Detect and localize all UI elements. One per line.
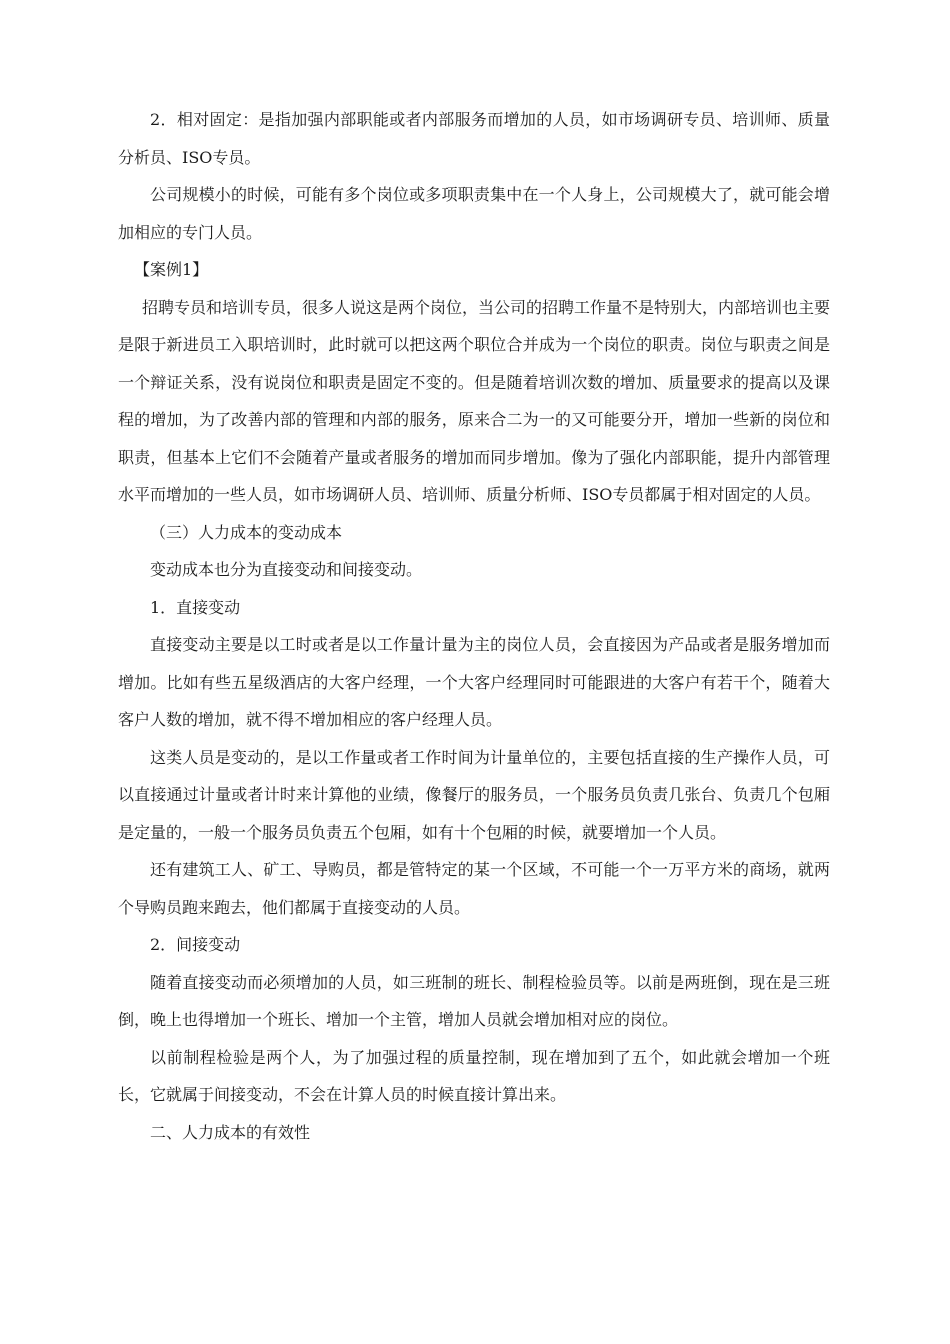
paragraph-relative-fixed: 2．相对固定：是指加强内部职能或者内部服务而增加的人员，如市场调研专员、培训师、质量分析员、ISO专员。: [118, 110, 830, 167]
paragraph-indirect-example: 以前制程检验是两个人，为了加强过程的质量控制，现在增加到了五个，如此就会增加一个班长，它就属于间接变动，不会在计算人员的时候直接计算出来。: [118, 1047, 830, 1104]
section-heading-effectiveness: 二、人力成本的有效性: [150, 1122, 311, 1142]
paragraph-case-body: 招聘专员和培训专员，很多人说这是两个岗位，当公司的招聘工作量不是特别大，内部培训也主要是限于新进员工入职培训时，此时就可以把这两个职位合并成为一个岗位的职责。岗位与职责之间是一个辩证关系，没有说岗位和职责是固定不变的。但是随着培训次数的增加、质量要求的提高以及课程的增加，为了改善内部的管理和内部的服务，原来合二为一的又可能要分开，增加一些新的岗位和职责，但基本上它们不会随着产量或者服务的增加而同步增加。像为了强化内部职能，提升内部管理水平而增加的一些人员，如市场调研人员、培训师、质量分析师、ISO专员都属于相对固定的人员。: [118, 297, 831, 504]
case-heading: 【案例1】: [134, 260, 209, 279]
section-heading-variable-cost: （三）人力成本的变动成本: [150, 522, 343, 542]
subheading-direct-change: 1．直接变动: [150, 597, 241, 617]
paragraph-direct-change: 直接变动主要是以工时或者是以工作量计量为主的岗位人员，会直接因为产品或者是服务增加而增加。比如有些五星级酒店的大客户经理，一个大客户经理同时可能跟进的大客户有若干个，随着大客户人数的增加，就不得不增加相应的客户经理人员。: [118, 635, 830, 729]
paragraph-company-scale: 公司规模小的时候，可能有多个岗位或多项职责集中在一个人身上，公司规模大了，就可能会增加相应的专门人员。: [118, 185, 830, 242]
paragraph-variable-cost-intro: 变动成本也分为直接变动和间接变动。: [150, 560, 423, 579]
document-body: [118, 101, 830, 1151]
paragraph-direct-examples: 还有建筑工人、矿工、导购员，都是管特定的某一个区域，不可能一个一万平方米的商场，就两个导购员跑来跑去，他们都属于直接变动的人员。: [118, 860, 830, 917]
paragraph-indirect-change: 随着直接变动而必须增加的人员，如三班制的班长、制程检验员等。以前是两班倒，现在是三班倒，晚上也得增加一个班长、增加一个主管，增加人员就会增加相对应的岗位。: [118, 972, 830, 1029]
paragraph-direct-staff: 这类人员是变动的，是以工作量或者工作时间为计量单位的，主要包括直接的生产操作人员，可以直接通过计量或者计时来计算他的业绩，像餐厅的服务员，一个服务员负责几张台、负责几个包厢是定量的，一般一个服务员负责五个包厢，如有十个包厢的时候，就要增加一个人员。: [118, 747, 830, 842]
subheading-indirect-change: 2．间接变动: [150, 935, 241, 954]
